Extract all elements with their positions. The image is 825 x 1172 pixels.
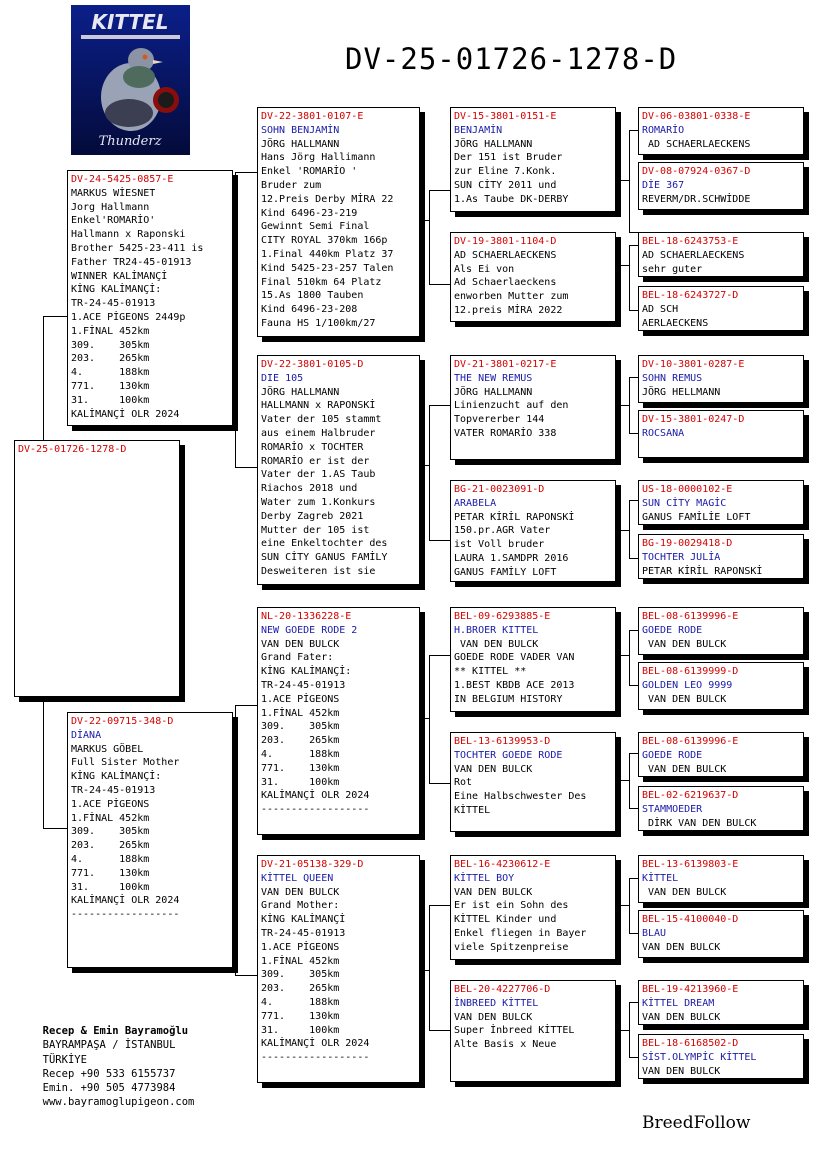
sdd-ring: BG-21-0023091-D <box>454 484 545 495</box>
g12-line: DİRK VAN DEN BULCK <box>642 817 757 829</box>
ss-line: CITY ROYAL 370km 166p <box>261 235 388 247</box>
g4-card-15[interactable] <box>638 980 804 1025</box>
ds-line: VAN DEN BULCK <box>261 638 340 650</box>
owner-name: Recep & Emin Bayramoğlu <box>42 1025 189 1038</box>
sire-dam-card[interactable] <box>257 355 420 585</box>
dd-line: VAN DEN BULCK <box>261 886 340 898</box>
g15-name: KİTTEL DREAM <box>642 997 715 1009</box>
g4-card-10[interactable] <box>638 662 804 710</box>
subject-card[interactable] <box>14 440 180 697</box>
ddd-card[interactable] <box>450 980 616 1082</box>
sire-line: Hallmann x Raponski <box>71 229 186 241</box>
sire-line: 203. 265km <box>71 353 150 365</box>
dam-line: KALİMANÇİ OLR 2024 <box>71 895 180 907</box>
ss-line: 12.Preis Derby MİRA 22 <box>261 193 394 205</box>
ds-line: KİNG KALİMANÇİ: <box>261 666 352 678</box>
ds-line: 309. 305km <box>261 721 340 733</box>
owner-address: BAYRAMPAŞA / İSTANBUL <box>42 1039 176 1052</box>
dss-name: H.BROER KITTEL <box>454 624 539 636</box>
ds-line: 4. 188km <box>261 748 340 760</box>
g4-line: AD SCH <box>642 303 679 315</box>
sss-card[interactable] <box>450 107 616 212</box>
dds-name: KİTTEL BOY <box>454 872 515 884</box>
sire-sire-card[interactable] <box>257 107 420 337</box>
sss-line: Der 151 ist Bruder <box>454 152 563 164</box>
sd-line: Desweiteren ist sie <box>261 565 376 577</box>
g12-ring: BEL-02-6219637-D <box>642 790 739 801</box>
g13-name: KİTTEL <box>642 872 679 884</box>
dd-line: 309. 305km <box>261 969 340 981</box>
sd-line: ROMARİO er ist der <box>261 455 370 467</box>
owner-phone: Recep +90 533 6155737 <box>42 1067 176 1080</box>
g4-card-1[interactable] <box>638 107 804 155</box>
g14-ring: BEL-15-4100040-D <box>642 914 739 925</box>
sd-line: Vater der 105 stammt <box>261 414 382 426</box>
dss-line: 1.BEST KBDB ACE 2013 <box>454 679 575 691</box>
owner-phone: Emin. +90 505 4773984 <box>42 1082 176 1095</box>
sss-line: JÖRG HALLMANN <box>454 138 533 150</box>
ss-line: Fauna HS 1/100km/27 <box>261 317 376 329</box>
g11-line: VAN DEN BULCK <box>642 763 727 775</box>
sdd-line: 150.pr.AGR Vater <box>454 525 551 537</box>
sire-ring: DV-24-5425-0857-E <box>71 174 174 185</box>
owner-country: TÜRKİYE <box>42 1053 87 1066</box>
g6-ring: DV-15-3801-0247-D <box>642 414 745 425</box>
g9-ring: BEL-08-6139996-E <box>642 611 739 622</box>
dam-line: TR-24-45-01913 <box>71 784 156 796</box>
sdd-line: PETAR KİRİL RAPONSKİ <box>454 511 575 523</box>
sss-name: BENJAMİN <box>454 124 503 136</box>
dd-line: KİNG KALİMANÇİ <box>261 914 346 926</box>
ds-line: 771. 130km <box>261 762 340 774</box>
ssd-card[interactable] <box>450 232 616 322</box>
ddd-line: VAN DEN BULCK <box>454 1011 533 1023</box>
dsd-ring: BEL-13-6139953-D <box>454 736 551 747</box>
dss-line: VAN DEN BULCK <box>454 638 539 650</box>
g4-line: AERLAECKENS <box>642 317 709 329</box>
g2-ring: DV-08-07924-0367-D <box>642 166 751 177</box>
g3-line: sehr guter <box>642 263 703 275</box>
ssd-line: enworben Mutter zum <box>454 291 569 303</box>
ds-line: 1.FİNAL 452km <box>261 707 340 719</box>
sire-line: 771. 130km <box>71 380 150 392</box>
sire-line: Father TR24-45-01913 <box>71 256 192 268</box>
ddd-ring: BEL-20-4227706-D <box>454 984 551 995</box>
ssd-line: Als Ei von <box>454 263 515 275</box>
dds-line: KİTTEL Kinder und <box>454 914 557 926</box>
g10-ring: BEL-08-6139999-D <box>642 666 739 677</box>
dsd-line: KİTTEL <box>454 804 491 816</box>
g5-ring: DV-10-3801-0287-E <box>642 359 745 370</box>
sd-ring: DV-22-3801-0105-D <box>261 359 364 370</box>
dss-line: IN BELGIUM HISTORY <box>454 693 563 705</box>
dd-line: 203. 265km <box>261 983 340 995</box>
g14-name: BLAU <box>642 927 667 939</box>
g8-line: PETAR KİRİL RAPONSKİ <box>642 565 763 577</box>
g4-card-16[interactable] <box>638 1034 804 1079</box>
sdd-line: LAURA 1.SAMDPR 2016 <box>454 552 569 564</box>
sss-line: zur Eline 7.Konk. <box>454 166 557 178</box>
g4-ring: BEL-18-6243727-D <box>642 290 739 301</box>
ds-line: 31. 100km <box>261 776 340 788</box>
dd-line: 31. 100km <box>261 1024 340 1036</box>
dds-line: viele Spitzenpreise <box>454 941 569 953</box>
sire-line: KİNG KALİMANÇİ: <box>71 284 162 296</box>
sd-line: Mutter der 105 ist <box>261 524 370 536</box>
dam-line: 771. 130km <box>71 867 150 879</box>
sd-line: Derby Zagreb 2021 <box>261 510 364 522</box>
sire-line: KALİMANÇİ OLR 2024 <box>71 408 180 420</box>
dam-name: DİANA <box>71 729 102 741</box>
poster-subtitle: Thunderz <box>98 134 162 149</box>
sd-line: Vater der 1.AS Taub <box>261 469 376 481</box>
sds-ring: DV-21-3801-0217-E <box>454 359 557 370</box>
g11-name: GOEDE RODE <box>642 749 703 761</box>
g4-card-13[interactable] <box>638 855 804 903</box>
g12-name: STAMMOEDER <box>642 803 703 815</box>
ddd-name: İNBREED KİTTEL <box>454 997 539 1009</box>
ss-ring: DV-22-3801-0107-E <box>261 111 364 122</box>
g16-line: VAN DEN BULCK <box>642 1065 721 1077</box>
g5-line: JÖRG HELLMANN <box>642 386 721 398</box>
sd-line: Water zum 1.Konkurs <box>261 496 376 508</box>
sd-line: eine Enkeltochter des <box>261 538 388 550</box>
ds-ring: NL-20-1336228-E <box>261 611 352 622</box>
g8-ring: BG-19-0029418-D <box>642 538 733 549</box>
poster-title: KITTEL <box>91 10 169 34</box>
g6-name: ROCSANA <box>642 427 685 439</box>
dd-line: ------------------ <box>261 1052 370 1064</box>
ssd-line: 12.preis MİRA 2022 <box>454 304 563 316</box>
g4-card-5[interactable] <box>638 355 804 403</box>
ddd-line: Super İnbreed KİTTEL <box>454 1025 575 1037</box>
g11-ring: BEL-08-6139996-E <box>642 736 739 747</box>
sds-line: VATER ROMARİO 338 <box>454 427 557 439</box>
dsd-name: TOCHTER GOEDE RODE <box>454 749 563 761</box>
ss-name: SOHN BENJAMİN <box>261 124 340 136</box>
ds-line: 203. 265km <box>261 735 340 747</box>
dam-line: 4. 188km <box>71 853 150 865</box>
sire-card[interactable] <box>67 170 233 426</box>
g4-card-6[interactable] <box>638 410 804 458</box>
g4-card-8[interactable] <box>638 534 804 579</box>
g5-name: SOHN REMUS <box>642 372 703 384</box>
dds-ring: BEL-16-4230612-E <box>454 859 551 870</box>
sss-line: SUN CİTY 2011 und <box>454 179 557 191</box>
dss-line: GOEDE RODE VADER VAN <box>454 652 575 664</box>
g15-line: VAN DEN BULCK <box>642 1011 721 1023</box>
ss-line: Hans Jörg Hallimann <box>261 152 376 164</box>
sire-line: TR-24-45-01913 <box>71 298 156 310</box>
dam-line: 31. 100km <box>71 881 150 893</box>
g4-card-11[interactable] <box>638 732 804 777</box>
sire-line: 1.FİNAL 452km <box>71 325 150 337</box>
sire-line: 31. 100km <box>71 394 150 406</box>
ds-line: ------------------ <box>261 804 370 816</box>
dam-line: 1.ACE PİGEONS <box>71 798 150 810</box>
dsd-line: VAN DEN BULCK <box>454 763 533 775</box>
poster-image <box>71 5 190 155</box>
ss-line: JÖRG HALLMANN <box>261 138 340 150</box>
brand-logo: BreedFollow <box>642 1113 751 1133</box>
dss-line: ** KITTEL ** <box>454 666 527 678</box>
dd-line: Grand Mother: <box>261 900 340 912</box>
sdd-card[interactable] <box>450 480 616 582</box>
sd-line: HALLMANN x RAPONSKİ <box>261 400 376 412</box>
g4-card-12[interactable] <box>638 786 804 831</box>
dam-line: 309. 305km <box>71 826 150 838</box>
g14-line: VAN DEN BULCK <box>642 941 721 953</box>
dsd-line: Rot <box>454 777 473 789</box>
g13-line: VAN DEN BULCK <box>642 886 727 898</box>
dam-card[interactable] <box>67 712 233 968</box>
dd-line: KALİMANÇİ OLR 2024 <box>261 1038 370 1050</box>
g1-name: ROMARİO <box>642 124 685 136</box>
sds-line: Linienzucht auf den <box>454 400 569 412</box>
sire-line: Enkel'ROMARİO' <box>71 215 156 227</box>
ds-line: TR-24-45-01913 <box>261 679 346 691</box>
pigeon-poster-icon <box>71 5 190 155</box>
ss-line: Kind 5425-23-257 Talen <box>261 262 394 274</box>
dd-line: 1.FİNAL 452km <box>261 955 340 967</box>
sire-line: Brother 5425-23-411 is <box>71 242 204 254</box>
g2-line: REVERM/DR.SCHWİDDE <box>642 193 751 205</box>
sdd-line: ist Voll bruder <box>454 539 545 551</box>
dd-line: 1.ACE PİGEONS <box>261 941 340 953</box>
sdd-name: ARABELA <box>454 497 497 509</box>
dd-line: 771. 130km <box>261 1010 340 1022</box>
sd-line: JÖRG HALLMANN <box>261 386 340 398</box>
g7-name: SUN CİTY MAGİC <box>642 497 727 509</box>
sdd-line: GANUS FAMİLY LOFT <box>454 566 557 578</box>
g4-card-9[interactable] <box>638 607 804 655</box>
g10-name: GOLDEN LEO 9999 <box>642 679 733 691</box>
dd-name: KİTTEL QUEEN <box>261 872 334 884</box>
dam-line: KİNG KALİMANÇİ: <box>71 771 162 783</box>
g9-name: GOEDE RODE <box>642 624 703 636</box>
g9-line: VAN DEN BULCK <box>642 638 727 650</box>
ds-line: Grand Fater: <box>261 652 334 664</box>
sd-line: ROMARİO x TOCHTER <box>261 441 364 453</box>
ss-line: 1.Final 440km Platz 37 <box>261 248 394 260</box>
ss-line: Enkel 'ROMARİO ' <box>261 166 358 178</box>
ss-line: Kind 6496-23-208 <box>261 304 358 316</box>
dam-line: 1.FİNAL 452km <box>71 812 150 824</box>
ds-line: KALİMANÇİ OLR 2024 <box>261 790 370 802</box>
sd-name: DIE 105 <box>261 372 304 384</box>
dss-card[interactable] <box>450 607 616 712</box>
sd-line: aus einem Halbruder <box>261 427 376 439</box>
dam-sire-card[interactable] <box>257 607 420 835</box>
dd-ring: DV-21-05138-329-D <box>261 859 364 870</box>
sire-line: MARKUS WİESNET <box>71 187 156 199</box>
g16-name: SİST.OLYMPİC KİTTEL <box>642 1051 757 1063</box>
g8-name: TOCHTER JULİA <box>642 551 721 563</box>
sds-line: JÖRG HALLMANN <box>454 386 533 398</box>
g1-line: AD SCHAERLAECKENS <box>642 138 751 150</box>
ss-line: Gewinnt Semi Final <box>261 221 370 233</box>
ssd-ring: DV-19-3801-1104-D <box>454 236 557 247</box>
g10-line: VAN DEN BULCK <box>642 693 727 705</box>
sire-line: 309. 305km <box>71 339 150 351</box>
g4-card-4[interactable] <box>638 286 804 331</box>
dam-dam-card[interactable] <box>257 855 420 1083</box>
sire-line: WINNER KALİMANÇİ <box>71 270 168 282</box>
dds-card[interactable] <box>450 855 616 960</box>
dam-line: ------------------ <box>71 909 180 921</box>
owner-website[interactable]: www.bayramoglupigeon.com <box>42 1096 195 1109</box>
sd-line: Riachos 2018 und <box>261 483 358 495</box>
sss-ring: DV-15-3801-0151-E <box>454 111 557 122</box>
g13-ring: BEL-13-6139803-E <box>642 859 739 870</box>
ddd-line: Alte Basis x Neue <box>454 1039 557 1051</box>
ss-line: 15.As 1800 Tauben <box>261 290 364 302</box>
dd-line: TR-24-45-01913 <box>261 927 346 939</box>
dsd-card[interactable] <box>450 732 616 832</box>
dds-line: VAN DEN BULCK <box>454 886 533 898</box>
ss-line: Kind 6496-23-219 <box>261 207 358 219</box>
g2-name: DİE 367 <box>642 179 685 191</box>
g15-ring: BEL-19-4213960-E <box>642 984 739 995</box>
dam-line: 203. 265km <box>71 840 150 852</box>
g16-ring: BEL-18-6168502-D <box>642 1038 739 1049</box>
subject-ring: DV-25-01726-1278-D <box>18 444 127 455</box>
sd-line: SUN CİTY GANUS FAMİLY <box>261 552 388 564</box>
sire-line: Jorg Hallmann <box>71 201 150 213</box>
sire-line: 1.ACE PİGEONS 2449p <box>71 311 186 323</box>
ss-line: Bruder zum <box>261 179 322 191</box>
ssd-line: Ad Schaerlaeckens <box>454 277 557 289</box>
ssd-line: AD SCHAERLAECKENS <box>454 249 557 261</box>
g3-line: AD SCHAERLAECKENS <box>642 249 745 261</box>
g1-ring: DV-06-03801-0338-E <box>642 111 751 122</box>
dsd-line: Eine Halbschwester Des <box>454 791 587 803</box>
g7-line: GANUS FAMİLİE LOFT <box>642 511 751 523</box>
ds-name: NEW GOEDE RODE 2 <box>261 624 358 636</box>
g3-ring: BEL-18-6243753-E <box>642 236 739 247</box>
dds-line: Er ist ein Sohn des <box>454 900 569 912</box>
owner-info <box>30 1010 194 1109</box>
g7-ring: US-18-0000102-E <box>642 484 733 495</box>
dam-line: MARKUS GÖBEL <box>71 743 144 755</box>
g4-card-2[interactable] <box>638 162 804 210</box>
sds-name: THE NEW REMUS <box>454 372 533 384</box>
ds-line: 1.ACE PİGEONS <box>261 693 340 705</box>
dam-line: Full Sister Mother <box>71 757 180 769</box>
dd-line: 4. 188km <box>261 996 340 1008</box>
sds-card[interactable] <box>450 355 616 460</box>
g4-card-3[interactable] <box>638 232 804 277</box>
dds-line: Enkel fliegen in Bayer <box>454 927 587 939</box>
dss-ring: BEL-09-6293885-E <box>454 611 551 622</box>
dam-ring: DV-22-09715-348-D <box>71 716 174 727</box>
ss-line: Final 510km 64 Platz <box>261 276 382 288</box>
sire-line: 4. 188km <box>71 367 150 379</box>
g4-card-14[interactable] <box>638 910 804 958</box>
page-title: DV-25-01726-1278-D <box>345 42 678 76</box>
sds-line: Topvererber 144 <box>454 414 545 426</box>
g4-card-7[interactable] <box>638 480 804 525</box>
sss-line: 1.As Taube DK-DERBY <box>454 193 569 205</box>
